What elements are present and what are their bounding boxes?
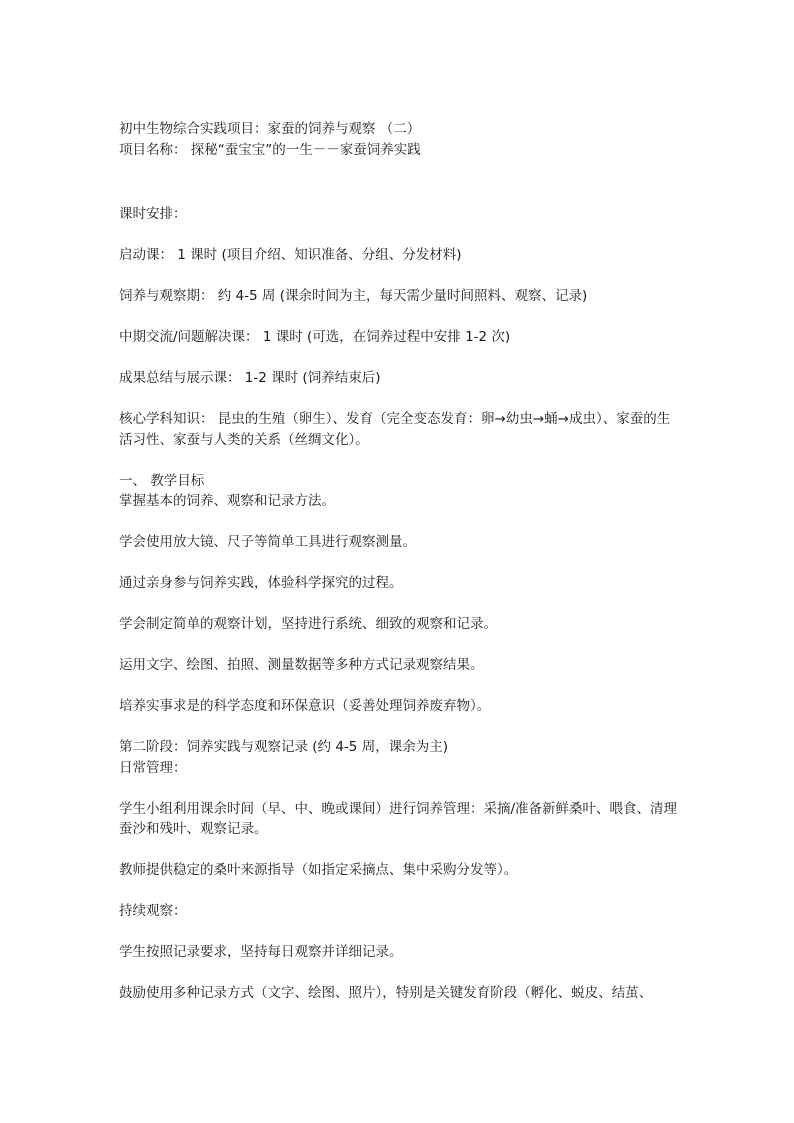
goal-item: 学会制定简单的观察计划，坚持进行系统、细致的观察和记录。 [119,616,497,632]
goal-item: 通过亲身参与饲养实践，体验科学探究的过程。 [119,575,403,591]
observe-heading: 持续观察： [119,903,187,919]
schedule-item-launch: 启动课： 1 课时 (项目介绍、知识准备、分组、分发材料) [119,247,462,263]
core-knowledge: 核心学科知识： 昆虫的生殖（卵生）、发育（完全变态发育：卵→幼虫→蛹→成虫）、家蚕的生活习性、家蚕与人类的关系（丝绸文化）。 [119,411,671,448]
goal-item: 运用文字、绘图、拍照、测量数据等多种方式记录观察结果。 [119,657,484,673]
document-body [119,119,679,1004]
schedule-item-summary: 成果总结与展示课： 1-2 课时 (饲养结束后) [119,370,381,386]
goal-item: 培养实事求是的科学态度和环保意识（妥善处理饲养废弃物）。 [119,698,491,714]
goal-item: 学会使用放大镜、尺子等简单工具进行观察测量。 [119,534,416,550]
stage2-heading: 第二阶段：饲养实践与观察记录 (约 4-5 周，课余为主) [119,739,448,755]
goal-item: 掌握基本的饲养、观察和记录方法。 [119,493,335,509]
schedule-heading: 课时安排： [119,206,187,222]
observe-item: 鼓励使用多种记录方式（文字、绘图、照片），特别是关键发育阶段（孵化、蜕皮、结茧、 [119,985,653,1001]
daily-heading: 日常管理： [119,759,187,776]
daily-item: 教师提供稳定的桑叶来源指导（如指定采摘点、集中采购分发等）。 [119,862,518,878]
document-title: 初中生物综合实践项目：家蚕的饲养与观察 （二） [119,121,421,137]
daily-item: 学生小组利用课余时间（早、中、晚或课间）进行饲养管理：采摘/准备新鲜桑叶、喂食、清理蚕沙和残叶、观察记录。 [119,800,678,837]
schedule-item-raising: 饲养与观察期： 约 4-5 周 (课余时间为主，每天需少量时间照料、观察、记录) [119,288,588,304]
project-name: 项目名称： 探秘“蚕宝宝”的一生－－家蚕饲养实践 [119,141,421,158]
observe-item: 学生按照记录要求，坚持每日观察并详细记录。 [119,944,403,960]
schedule-item-midterm: 中期交流/问题解决课： 1 课时 (可选，在饲养过程中安排 1-2 次) [119,329,511,345]
goals-heading: 一、 教学目标 [119,472,205,489]
